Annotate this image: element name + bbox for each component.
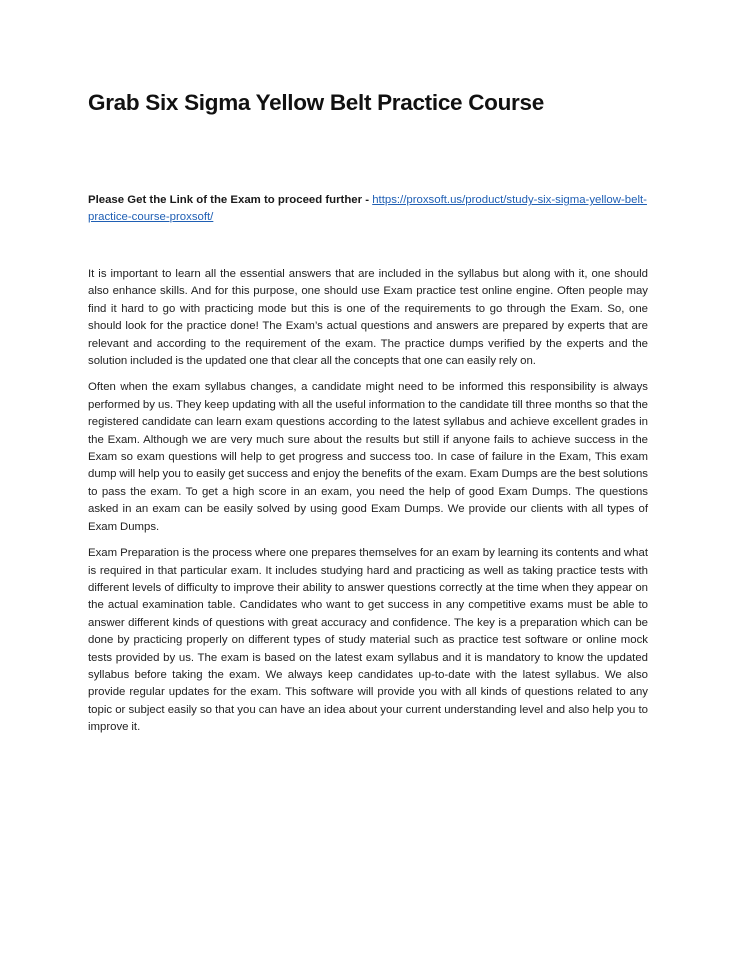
exam-link[interactable]: https://proxsoft.us/product/study-six-sigma-yellow-belt-practice-course-proxsoft/ bbox=[88, 194, 647, 224]
body-text bbox=[88, 266, 648, 746]
body-paragraph-1: It is important to learn all the essential answers that are included in the syllabus but along with it, one should also enhance skills. And for this purpose, one should use Exam practice test online engine. Often people may find it hard to go with practicing mode but this is one of the requirements to go through the Exam. So, one should look for the practice done! The Exam’s actual questions and answers are prepared by experts that are relevant and according to the requirement of the exam. The practice dumps verified by the experts and the solution included is the updated one that clear all the concepts that one can easily rely on. bbox=[88, 268, 648, 368]
body-paragraph-2: Often when the exam syllabus changes, a candidate might need to be informed this responsibility is always performed by us. They keep updating with all the useful information to the candidate till three months so that the registered candidate can learn exam questions according to the latest syllabus and achieve excellent grades in the Exam. Although we are very much sure about the results but still if anyone fails to achieve success in the Exam so exam questions will help to get progress and success too. In case of failure in the Exam, This exam dump will help you to easily get success and enjoy the benefits of the exam. Exam Dumps are the best solutions to pass the exam. To get a high score in an exam, you need the help of good Exam Dumps. The questions asked in an exam can be easily solved by using good Exam Dumps. We provide our clients with all types of Exam Dumps. bbox=[88, 381, 648, 533]
page-title: Grab Six Sigma Yellow Belt Practice Course bbox=[88, 90, 544, 115]
body-paragraph-3: Exam Preparation is the process where one prepares themselves for an exam by learning its contents and what is required in that particular exam. It includes studying hard and practicing as well as taking practice tests with different levels of difficulty to improve their ability to answer questions correctly at the time when they appear on the actual examination table. Candidates who want to get success in any competitive exams must be able to answer different kinds of questions with great accuracy and confidence. The key is a preparation which can be done by practicing properly on different types of study material such as practice test software or online mock tests provided by us. The exam is based on the latest exam syllabus and it is mandatory to know the updated syllabus before taking the exam. We always keep candidates up-to-date with the latest syllabus. We also provide regular updates for the exam. This software will provide you with all kinds of questions related to any topic or subject easily so that you can have an idea about your current understanding level and also help you to improve it. bbox=[88, 547, 648, 734]
link-lead-text: Please Get the Link of the Exam to proceed further - bbox=[88, 194, 370, 206]
exam-link-paragraph bbox=[88, 192, 648, 227]
